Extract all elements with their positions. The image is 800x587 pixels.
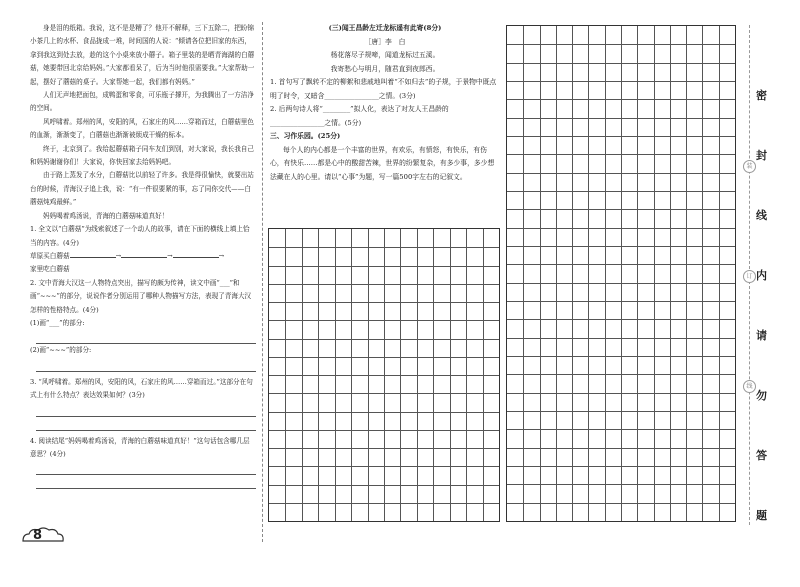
seal-char: 线	[756, 209, 767, 222]
seal-char: 答	[756, 449, 767, 462]
poem-question-2: 2. 后两句诗人将“________”拟人化，表达了对友人王昌龄的________________之情。(5分)	[270, 105, 449, 127]
grid-row-line	[269, 430, 499, 431]
writing-grid-right[interactable]	[506, 25, 736, 522]
grid-row-line	[269, 375, 499, 376]
grid-row-line	[507, 118, 735, 119]
answer-line[interactable]	[36, 330, 256, 344]
seal-char: 封	[756, 149, 767, 162]
poem-question-1: 1. 首句写了飘转不定的柳絮和悲戚地叫着“不如归去”的子规，于景物中既点明了时令，又暗含________________之情。(3分)	[270, 78, 497, 100]
seal-char: 密	[756, 89, 767, 102]
grid-row-line	[507, 374, 735, 375]
story-paragraph: 由于路上蒸发了水分，白蘑菇比以前轻了许多。我是得很愉快，就要出站台的时候，青海汉子追上我，说：“有一件很要紧的事，忘了同你交代——白蘑菇炖鸡最鲜。”	[30, 171, 254, 207]
story-paragraph: 人们无声地把面包，成鸭蛋和零食，可乐瓶子撑开，为我腾出了一方洁净的空间。	[30, 91, 254, 113]
page-number: 8	[33, 528, 43, 543]
grid-row-line	[507, 283, 735, 284]
grid-row-line	[269, 247, 499, 248]
grid-row-line	[507, 209, 735, 210]
answer-line[interactable]	[36, 461, 256, 475]
q1-end: 家里吃白蘑菇	[30, 265, 70, 274]
grid-row-line	[269, 448, 499, 449]
story-paragraph: 终于，北京到了。我给起蘑菇箱子同车友们到别，对大家说，我长我自己和妈妈谢谢你们！大家说，你快回家去给妈妈吧。	[30, 144, 254, 167]
grid-row-line	[269, 393, 499, 394]
seal-circle: 订	[743, 270, 756, 283]
grid-row-line	[269, 412, 499, 413]
grid-row-line	[507, 154, 735, 155]
column-divider	[262, 22, 263, 542]
story-paragraph: 风呼啸着。郑州的风，安阳的风，石家庄的风……穿箱而过，白蘑菇里色的血渐，渐渐变了，白蘑菇也渐渐被烦成干燥的标本。	[30, 117, 254, 140]
answer-line[interactable]	[36, 417, 256, 431]
poem-title: (三)闻王昌龄左迁龙标遥有此寄(8分)	[328, 24, 442, 32]
grid-row-line	[507, 393, 735, 394]
grid-row-line	[507, 81, 735, 82]
q2-part-b: (2)画“~~~”的部分:	[30, 346, 92, 355]
q1-blank-3[interactable]	[173, 250, 219, 258]
seal-char: 题	[756, 509, 767, 522]
story-paragraph: 妈妈喝着鸡汤说，青海的白蘑菇味道真好！	[43, 211, 169, 220]
seal-circle: 线	[743, 380, 756, 393]
grid-row-line	[507, 136, 735, 137]
grid-row-line	[507, 466, 735, 467]
q2-part-a: (1)画“___”的部分:	[30, 318, 85, 327]
reading-column	[30, 22, 256, 489]
answer-line[interactable]	[36, 475, 256, 489]
grid-row-line	[269, 302, 499, 303]
grid-row-line	[507, 173, 735, 174]
grid-row-line	[269, 503, 499, 504]
poem-line-2: 我寄愁心与明月，随君直到夜郎西。	[330, 64, 440, 73]
story-paragraph: 身是泪的纸箱。我说，这不是是糟了？他开不解释，三下五除二，把盼锦小茶几上的水杯、食品拢成一堆，时间国的人说：“倾请各位把旧家的东西，拿到我这到处去放，趁的这个小桌来放小蘑子。箱子里装的是晒青海湖的白蘑菇，她要带回北京给妈妈。”大家都看呆了，后为当时他很需要我。”大家帮助一起，摆好了蘑菇的桌子。大家帮她一起，我们都有妈妈。”	[30, 24, 255, 86]
q1-start: 草原买白蘑菇	[30, 251, 70, 260]
grid-row-line	[269, 339, 499, 340]
poem-author: ［唐］李 白	[364, 37, 406, 46]
poem-line-1: 杨花落尽子规啼，闻道龙标过五溪。	[330, 51, 440, 59]
poem-column	[270, 22, 500, 184]
seal-char: 内	[756, 269, 767, 282]
grid-row-line	[507, 264, 735, 265]
grid-row-line	[269, 320, 499, 321]
cloud-icon	[20, 525, 66, 547]
grid-row-line	[507, 411, 735, 412]
question-4: 4. 阅读结尾“妈妈喝着鸡汤说，青海的白蘑菇味道真好！”这句话包含哪几层意思？(4分)	[30, 436, 250, 458]
seal-char: 请	[756, 329, 767, 342]
q1-blank-2[interactable]	[121, 250, 167, 258]
grid-row-line	[507, 63, 735, 64]
answer-line[interactable]	[36, 358, 256, 372]
seal-char: 勿	[756, 389, 767, 402]
writing-heading: 三、习作乐园。(25分)	[270, 132, 341, 140]
grid-row-line	[269, 284, 499, 285]
grid-row-line	[269, 466, 499, 467]
grid-row-line	[269, 485, 499, 486]
page-number-badge	[20, 525, 66, 547]
grid-row-line	[507, 228, 735, 229]
q1-blank-1[interactable]	[70, 250, 116, 258]
grid-row-line	[507, 338, 735, 339]
question-1: 1. 全文以“白蘑菇”为线索叙述了一个动人的故事，请在下面的横线上填上恰当的内容。(4分)	[30, 225, 250, 247]
seal-circle: 装	[743, 160, 756, 173]
grid-row-line	[507, 319, 735, 320]
answer-line[interactable]	[36, 403, 256, 417]
question-3: 3. “风呼啸着。郑州的风，安阳的风，石家庄的风……穿箱而过。”这部分在句式上有什么特点？表达效果如何？(3分)	[30, 377, 253, 400]
grid-row-line	[507, 44, 735, 45]
grid-row-line	[507, 356, 735, 357]
grid-row-line	[507, 99, 735, 100]
grid-row-line	[269, 266, 499, 267]
grid-row-line	[507, 448, 735, 449]
question-1-flow: 草原买白蘑菇 → → →	[30, 251, 225, 260]
seal-strip	[740, 25, 780, 525]
writing-grid-middle[interactable]	[268, 228, 500, 522]
grid-row-line	[507, 484, 735, 485]
grid-row-line	[507, 503, 735, 504]
grid-row-line	[507, 429, 735, 430]
grid-row-line	[507, 191, 735, 192]
question-2: 2. 文中青海大汉这一人物特点突出，描写的颇为传神，读文中画“___”和画“~~~”的部分，说说作者分别运用了哪种人物描写方法，表现了青海大汉怎样的性格特点。(4分)	[30, 278, 252, 314]
writing-prompt: 每个人的内心都是一个丰富的世界，有欢乐，有愤怒，有快乐，有伤心，有快乐……都是心中的酸甜苦辣，世界的纷繁复杂，有多少事，多少想法藏在人的心里。请以“心事”为题，写一篇500字左右的记叙文。	[270, 145, 495, 181]
grid-row-line	[507, 246, 735, 247]
grid-row-line	[507, 301, 735, 302]
grid-row-line	[269, 357, 499, 358]
